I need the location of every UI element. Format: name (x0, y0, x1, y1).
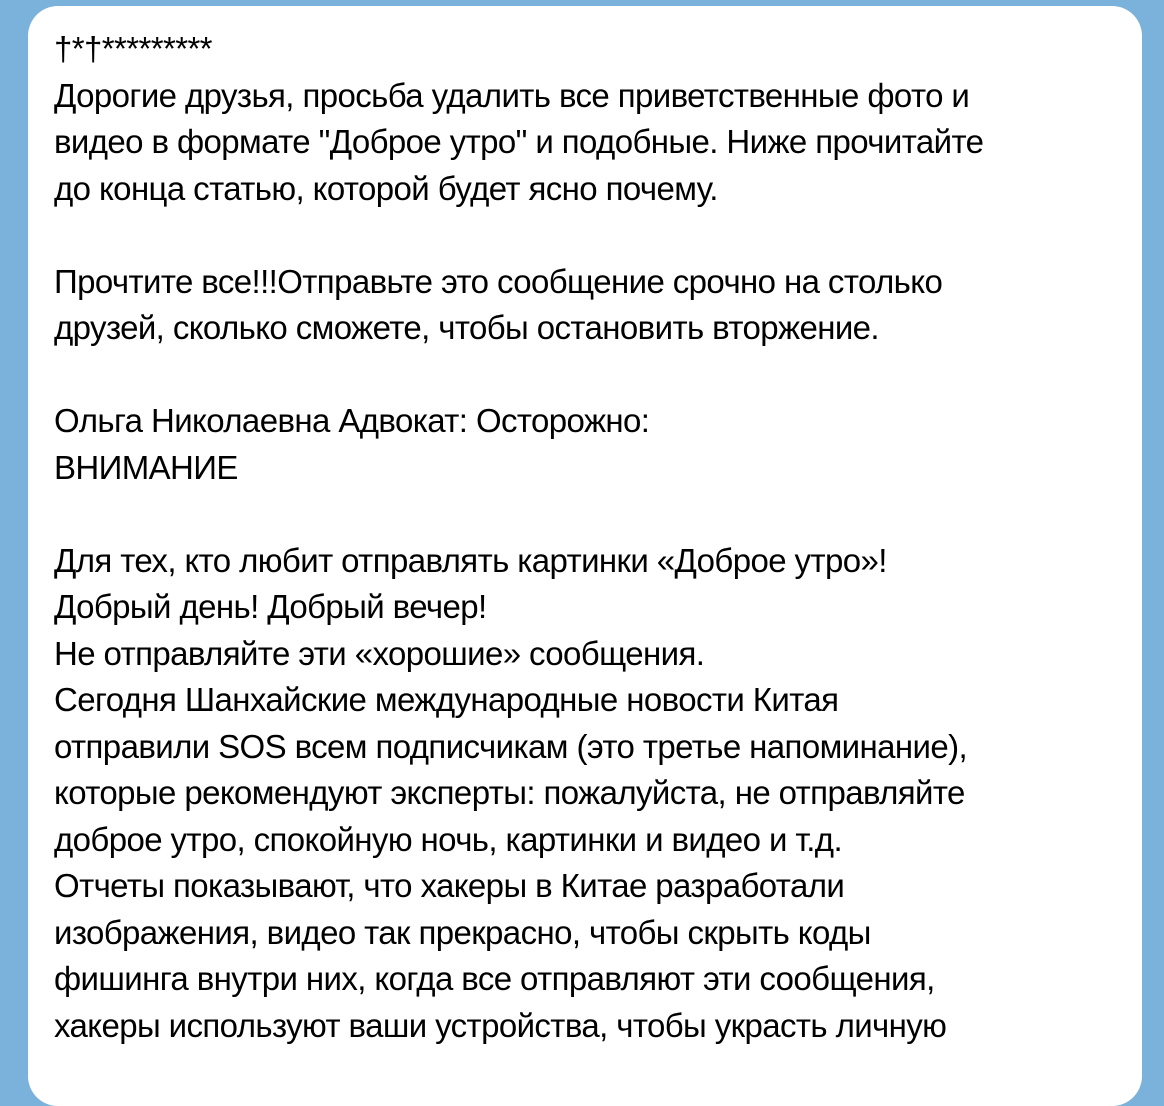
message-bubble[interactable] (28, 6, 1142, 1106)
message-text: †*†********* Дорогие друзья, просьба удалить все приветственные фото и видео в формате "Доброе утро" и подобные. Ниже прочитайте до конца статью, которой будет ясно почему. Прочтите все!!!Отправьте это сообщение срочно на столько друзей, сколько сможете, чтобы остановить вторжение. Ольга Николаевна Адвокат: Осторожно: ВНИМАНИЕ Для тех, кто любит отправлять картинки «Доброе утро»! Добрый день! Добрый вечер! Не отправляйте эти «хорошие» сообщения. Сегодня Шанхайские международные новости Китая отправили SOS всем подписчикам (это третье напоминание), которые рекомендуют эксперты: пожалуйста, не отправляйте доброе утро, спокойную ночь, картинки и видео и т.д. Отчеты показывают, что хакеры в Китае разработали изображения, видео так прекрасно, чтобы скрыть коды фишинга внутри них, когда все отправляют эти сообщения, хакеры используют ваши устройства, чтобы украсть личную (54, 30, 984, 1044)
